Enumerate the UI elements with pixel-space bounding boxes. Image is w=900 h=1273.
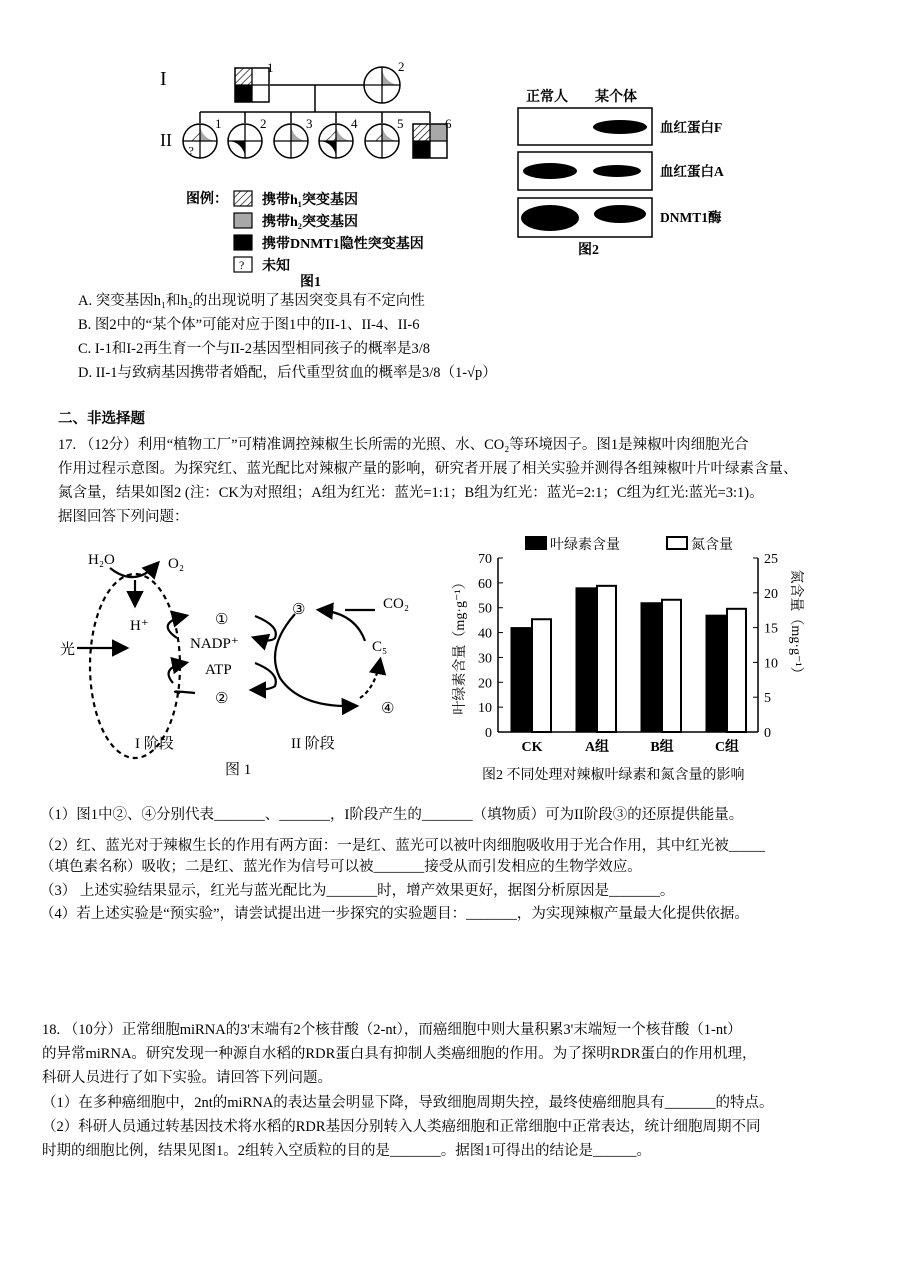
label-1: ① bbox=[215, 612, 229, 628]
blot-panel-dnmt1 bbox=[518, 198, 652, 237]
photosynthesis-diagram bbox=[55, 538, 455, 798]
y-tick-label: 30 bbox=[478, 651, 492, 667]
label-co2: CO₂ bbox=[383, 596, 410, 612]
pedigree-individual-female bbox=[364, 59, 405, 103]
category-label: CK bbox=[521, 740, 543, 755]
blot-row-label: 血红蛋白A bbox=[660, 164, 724, 179]
y-right-tick-label: 25 bbox=[764, 552, 778, 567]
y-tick-label: 40 bbox=[478, 626, 492, 642]
y-right-tick-label: 15 bbox=[764, 621, 778, 637]
stage1-label: I 阶段 bbox=[135, 736, 174, 752]
y-right-axis-label: 氮含量（mg·g⁻¹） bbox=[788, 569, 803, 681]
unknown-mark: ? bbox=[239, 258, 245, 272]
q17-subq: （4）若上述实验是“预实验”，请尝试提出进一步探究的实验题目：_______，为实现辣椒产量最大化提供依据。 bbox=[40, 906, 749, 922]
q18-text: 18. （10分）正常细胞miRNA的3'末端有2个核苷酸（2-nt），而癌细胞中则大量积累3'末端短一个核苷酸（1-nt） bbox=[42, 1022, 742, 1038]
y-tick-label: 60 bbox=[478, 576, 492, 592]
q17-text: 据图回答下列问题： bbox=[58, 509, 189, 525]
q17-text: 氮含量，结果如图2 (注：CK为对照组；A组为红光：蓝光=1:1；B组为红光：蓝光=2:1；C组为红光:蓝光=3:1)。 bbox=[58, 485, 764, 501]
bar-nitrogen bbox=[727, 609, 746, 732]
label-o2: O₂ bbox=[168, 556, 185, 572]
pedigree-individual-female bbox=[274, 116, 313, 158]
y-right-tick-label: 10 bbox=[764, 656, 778, 672]
legend-label: 携带h₁突变基因 bbox=[262, 193, 358, 208]
pedigree-figure bbox=[0, 0, 900, 300]
y-tick-label: 0 bbox=[485, 726, 492, 741]
bar-chlorophyll bbox=[576, 588, 597, 732]
q18-text: （1）在多种癌细胞中，2nt的miRNA的表达量会明显下降，导致细胞周期失控，最终使癌细胞具有_______的特点。 bbox=[42, 1095, 774, 1111]
option-d: D. II-1与致病基因携带者婚配，后代重型贫血的概率是3/8（1-√p） bbox=[78, 365, 497, 381]
legend-swatch-h2 bbox=[234, 213, 252, 228]
q17-text: 17. （12分）利用“植物工厂”可精准调控辣椒生长所需的光照、水、CO₂等环境因子。图1是辣椒叶肉细胞光合 bbox=[58, 437, 749, 453]
pedigree-individual-male bbox=[413, 116, 452, 158]
legend-swatch-chlorophyll bbox=[525, 536, 547, 550]
label-nadp: NADP⁺ bbox=[190, 636, 239, 652]
y-right-tick-label: 5 bbox=[764, 691, 771, 707]
category-label: A组 bbox=[584, 740, 610, 755]
legend-label: 未知 bbox=[262, 259, 290, 274]
pedigree-individual-female bbox=[228, 116, 267, 158]
individual-number: 2 bbox=[260, 116, 267, 131]
legend-label: 氮含量 bbox=[691, 538, 733, 553]
quadrant-dnmt1 bbox=[235, 85, 252, 102]
legend-label: 携带h₂突变基因 bbox=[262, 215, 358, 230]
bar-chlorophyll bbox=[511, 628, 532, 732]
y-right-tick-label: 20 bbox=[764, 586, 778, 602]
quadrant-h1 bbox=[235, 68, 252, 85]
legend-label: 叶绿素含量 bbox=[550, 538, 620, 553]
label-2: ② bbox=[215, 691, 229, 707]
q17-subq: （填色素名称）吸收；二是红、蓝光作为信号可以被_______接受从而引发相应的生物学效应。 bbox=[40, 859, 642, 875]
legend-label: 携带DNMT1隐性突变基因 bbox=[262, 237, 424, 252]
q18-text: 科研人员进行了如下实验。请回答下列问题。 bbox=[42, 1070, 332, 1086]
category-label: C组 bbox=[714, 740, 740, 755]
quadrant-dnmt1 bbox=[413, 141, 430, 158]
y-tick-label: 50 bbox=[478, 601, 492, 617]
y-tick-label: 20 bbox=[478, 676, 492, 692]
bar-chlorophyll bbox=[641, 603, 662, 732]
q18-text: 的异常miRNA。研究发现一种源自水稻的RDR蛋白具有抑制人类癌细胞的作用。为了探明RDR蛋白的作用机理， bbox=[42, 1046, 757, 1062]
quadrant-empty bbox=[430, 141, 447, 158]
quadrant-h1 bbox=[413, 124, 430, 141]
stage2-label: II 阶段 bbox=[291, 736, 335, 752]
label-light: 光 bbox=[60, 642, 76, 658]
figure-caption: 图2 bbox=[578, 243, 599, 258]
q18-text: （2）科研人员通过转基因技术将水稻的RDR基因分别转入人类癌细胞和正常细胞中正常表达，统计细胞周期不同 bbox=[42, 1119, 761, 1135]
q18-text: 时期的细胞比例，结果见图1。2组转入空质粒的目的是_______。据图1可得出的结论是______。 bbox=[42, 1143, 651, 1159]
legend-title: 图例： bbox=[186, 192, 228, 207]
section-heading: 二、非选择题 bbox=[58, 411, 145, 427]
option-b: B. 图2中的“某个体”可能对应于图1中的II-1、II-4、II-6 bbox=[78, 317, 420, 333]
gen-label: II bbox=[160, 130, 172, 150]
label-hplus: H⁺ bbox=[130, 618, 149, 634]
individual-number: 4 bbox=[351, 116, 358, 131]
unknown-mark: ? bbox=[188, 143, 194, 158]
y-tick-label: 10 bbox=[478, 701, 492, 717]
label-4: ④ bbox=[381, 701, 395, 717]
individual-number: 1 bbox=[267, 60, 274, 75]
individual-number: 2 bbox=[398, 59, 405, 74]
gen-label: I bbox=[160, 68, 167, 90]
bar-chlorophyll bbox=[706, 615, 727, 732]
individual-number: 5 bbox=[397, 116, 404, 131]
blot-col: 某个体 bbox=[595, 90, 637, 105]
q17-subq: （2）红、蓝光对于辣椒生长的作用有两方面：一是红、蓝光可以被叶肉细胞吸收用于光合作用，其中红光被_____ bbox=[40, 838, 765, 854]
blot-panel-hba bbox=[518, 152, 652, 190]
q17-subq: （1）图1中②、④分别代表_______、_______，I阶段产生的_______（填物质）可为II阶段③的还原提供能量。 bbox=[40, 807, 744, 823]
figure-caption: 图 1 bbox=[225, 762, 252, 778]
pedigree-individual-female bbox=[365, 116, 404, 158]
label-3: ③ bbox=[292, 602, 306, 618]
q17-subq: （3） 上述实验结果显示，红光与蓝光配比为_______时，增产效果更好，据图分析原因是_______。 bbox=[40, 883, 675, 899]
bar-nitrogen bbox=[597, 586, 616, 732]
individual-number: 6 bbox=[445, 116, 452, 131]
category-label: B组 bbox=[650, 740, 674, 755]
legend-swatch-nitrogen bbox=[667, 537, 687, 549]
individual-number: 1 bbox=[215, 116, 222, 131]
legend-swatch-dnmt1 bbox=[234, 235, 252, 250]
individual-number: 3 bbox=[306, 116, 313, 131]
legend-swatch-h1 bbox=[234, 191, 252, 206]
pedigree-individual-female bbox=[183, 116, 222, 158]
bar-nitrogen bbox=[532, 619, 551, 732]
blot-panel-hbf bbox=[518, 108, 652, 145]
blot-row-label: 血红蛋白F bbox=[660, 120, 723, 135]
label-atp: ATP bbox=[205, 662, 232, 678]
figure-caption: 图1 bbox=[300, 275, 321, 290]
pedigree-individual-female bbox=[319, 116, 358, 158]
q17-text: 作用过程示意图。为探究红、蓝光配比对辣椒产量的影响，研究者开展了相关实验并测得各组辣椒叶片叶绿素含量、 bbox=[58, 461, 798, 477]
y-axis-label: 叶绿素含量（mg·g⁻¹） bbox=[453, 575, 468, 715]
label-h2o: H₂O bbox=[88, 552, 115, 568]
bar-nitrogen bbox=[662, 600, 681, 732]
y-right-tick-label: 0 bbox=[764, 726, 771, 741]
option-c: C. I-1和I-2再生育一个与II-2基因型相同孩子的概率是3/8 bbox=[78, 341, 430, 357]
pedigree-individual-male bbox=[235, 60, 274, 102]
chart-title: 图2 不同处理对辣椒叶绿素和氮含量的影响 bbox=[482, 768, 745, 783]
blot-row-label: DNMT1酶 bbox=[660, 210, 722, 225]
quadrant-empty bbox=[252, 85, 269, 102]
label-c5: C₅ bbox=[372, 639, 388, 655]
blot-col: 正常人 bbox=[526, 90, 568, 105]
bar-chart bbox=[440, 525, 860, 795]
option-a: A. 突变基因h₁和h₂的出现说明了基因突变具有不定向性 bbox=[78, 293, 425, 309]
y-tick-label: 70 bbox=[478, 552, 492, 567]
